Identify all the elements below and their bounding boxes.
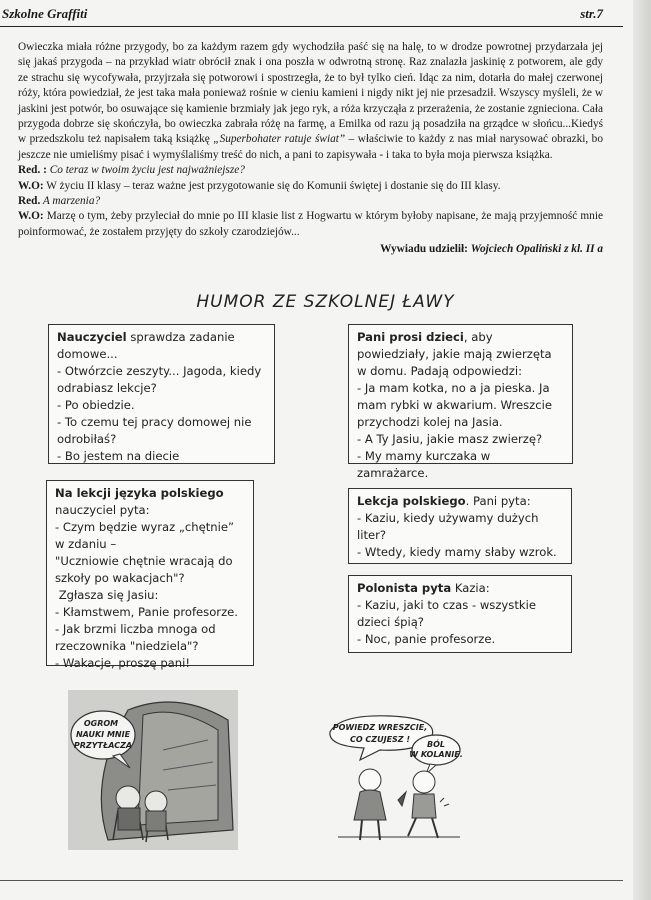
cartoon-caption-line: BÓL: [427, 740, 445, 749]
joke-line: - Noc, panie profesorze.: [357, 632, 496, 646]
joke-line: - Wtedy, kiedy mamy słaby wzrok.: [357, 545, 557, 559]
joke-box-night: [348, 575, 572, 653]
cartoon-caption-line: NAUKI MNIE: [75, 730, 131, 739]
footer-rule: [0, 880, 623, 881]
humor-section-title: HUMOR ZE SZKOLNEJ ŁAWY: [196, 292, 455, 312]
cartoon-caption-line: W KOLANIE.: [409, 750, 463, 759]
joke-line: - A Ty Jasiu, jakie masz zwierzę?: [357, 432, 543, 446]
joke-intro: Nauczyciel sprawdza zadanie domowe...: [57, 330, 239, 361]
cartoon-books-crushing-kids: [68, 690, 238, 850]
joke-line: - Bo jestem na diecie: [57, 449, 180, 463]
joke-line: - Ja mam kotka, no a ja pieska. Ja mam rybki w akwarium. Wreszcie przychodzi kolej na Jasia.: [357, 381, 556, 429]
cartoon-caption-line: CO CZUJESZ !: [349, 735, 411, 744]
joke-line: "Uczniowie chętnie wracają do szkoły po wakacjach"?: [55, 554, 237, 585]
interview-answer: W.O: W życiu II klasy – teraz ważne jest przygotowanie się do Komunii świętej i dostanie się do III klasy.: [18, 179, 501, 192]
interview-question: Red. A marzenia?: [18, 195, 101, 208]
joke-intro: Pani prosi dzieci, aby powiedziały, jakie mają zwierzęta w domu. Padają odpowiedzi:: [357, 330, 556, 378]
joke-box-teacher-homework: [48, 324, 275, 464]
joke-line: - My mamy kurczaka w zamrażarce.: [357, 449, 494, 480]
page-header: [0, 4, 651, 24]
article-paragraph: Owieczka miała różne przygody, bo za każdym razem gdy wychodziła paść się na halę, to w drodze powrotnej przydarzała jej się jakaś przygoda – na przykład wiatr obrócił znak i ona poszła w odwrotną stronę. Raz znalazła jaskinię z potworem, ale gdy ze strachu się wycofywała, przyjrzała się potworowi i spostrzegła, że to był tylko cień. Idąc za nim, dotarła do małej czerwonej róży, która powiedział, że jest taka mała ponieważ rośnie w cieniu kamieni i nigdy nikt jej nie przesadził. Wszyscy myśleli, że w jaskini jest potwór, bo osuwające się kamienie brzmiały jak jego ryk, a róża krzycząła z przerażenia, że zostanie zgnieciona. Cała przygoda dobrze się skończyła, bo owieczka zabrała różę na farmę, a Emilka od razu ją posadziła na grządce w słońcu...Kiedyś w przedszkolu też napisałem taką książkę „Superbohater ratuje świat” – właściwie to każdy z nas miał narysować obrazki, bo jeszcze nie umieliśmy pisać i wymyślaliśmy treść do nich, a pani to zapisywała - i taka to była moja pierwsza książka.: [18, 41, 603, 161]
joke-line: - Wakacje, proszę pani!: [55, 656, 190, 670]
joke-box-pets: [348, 324, 573, 480]
cartoon-couple-knee-pain: [320, 712, 470, 847]
interview-answer: W.O: Marzę o tym, żeby przyleciał do mnie po III klasie list z Hogwartu w którym byłoby napisane, że mają przyjemność mnie poinformować, że zostałem przyjęty do szkoły czarodziejów...: [18, 210, 603, 238]
joke-line: - Otwórzcie zeszyty... Jagoda, kiedy odrabiasz lekcje?: [57, 364, 265, 395]
joke-line: - Jak brzmi liczba mnoga od rzeczownika "niedziela"?: [55, 622, 220, 653]
cartoon-caption-line: PRZYTŁACZA: [73, 741, 133, 750]
joke-intro: Lekcja polskiego. Pani pyta:: [357, 494, 531, 508]
page-edge-shadow: [633, 0, 651, 900]
joke-box-capital-letters: [348, 488, 572, 564]
joke-line: - To czemu tej pracy domowej nie odrobiłaś?: [57, 415, 256, 446]
cartoon-caption-line: POWIEDZ WRESZCIE,: [332, 723, 428, 732]
interview-signature: Wywiadu udzielił: Wojciech Opaliński z kl. II a: [380, 243, 603, 256]
joke-line: - Po obiedzie.: [57, 398, 135, 412]
joke-box-polish-lesson: [46, 480, 254, 670]
joke-line: - Kłamstwem, Panie profesorze.: [55, 605, 238, 619]
joke-line: - Kaziu, kiedy używamy dużych liter?: [357, 511, 543, 542]
book-title: „Superbohater ratuje świat”: [213, 133, 346, 146]
page-number: str.7: [580, 6, 603, 21]
interview-article: [18, 40, 603, 258]
header-rule: [0, 26, 623, 27]
joke-intro: Na lekcji języka polskiego nauczyciel pyta:: [55, 486, 228, 517]
magazine-name: Szkolne Graffiti: [2, 6, 88, 21]
cartoon-caption-line: OGROM: [83, 719, 119, 728]
interview-question: Red. : Co teraz w twoim życiu jest najważniejsze?: [18, 164, 245, 177]
joke-line: - Czym będzie wyraz „chętnie” w zdaniu –: [55, 520, 238, 551]
joke-line: Zgłasza się Jasiu:: [55, 588, 159, 602]
joke-intro: Polonista pyta Kazia:: [357, 581, 490, 595]
joke-line: - Kaziu, jaki to czas - wszystkie dzieci śpią?: [357, 598, 540, 629]
